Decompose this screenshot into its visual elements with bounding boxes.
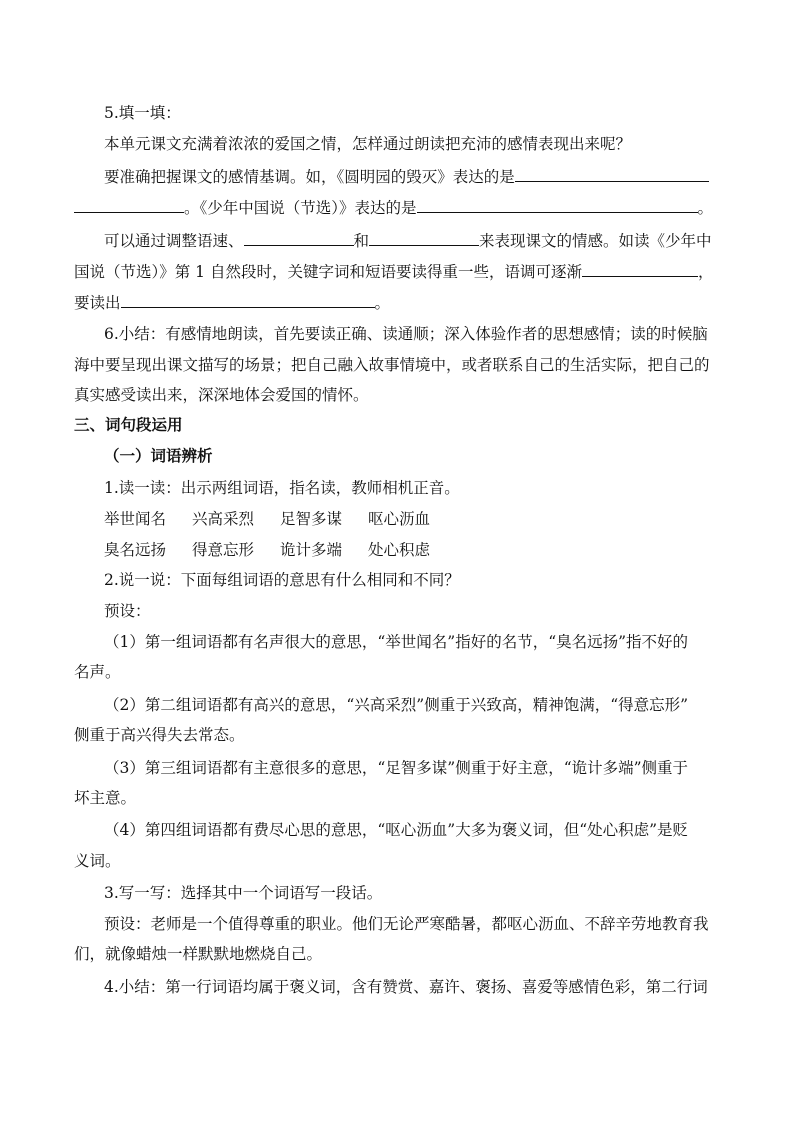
item2-title: 2.说一说：下面每组词语的意思有什么相同和不同？: [104, 571, 460, 589]
para2-text-d: 国说（节选）》第 1 自然段时，关键字词和短语要读得重一些，语调可逐渐: [74, 263, 582, 281]
answer1-line2: 名声。: [74, 663, 121, 681]
blank-yuanmingyuan-cont[interactable]: [74, 196, 184, 213]
para1-text-b: 。《少年中国说（节选）》表达的是: [184, 199, 417, 217]
answer1-line1: （1）第一组词语都有名声很大的意思，“举世闻名”指好的名节，“臭名远扬”指不好的: [104, 633, 689, 651]
para2-text-e: ，: [697, 263, 714, 281]
item2-preset: 预设：: [104, 602, 151, 620]
section5-para2-line2: [74, 260, 713, 282]
word: 足智多谋: [280, 510, 343, 528]
blank-shaonian[interactable]: [417, 196, 698, 213]
blank-intonation[interactable]: [369, 229, 479, 246]
section5-para2-line3: [74, 291, 390, 313]
para2-text-f: 要读出: [74, 294, 121, 312]
word: 处心积虑: [368, 541, 431, 559]
section5-para2-line1: [104, 229, 712, 251]
word: 臭名远扬: [104, 541, 167, 559]
blank-tone[interactable]: [582, 260, 698, 277]
answer3-line2: 坏主意。: [74, 789, 137, 807]
word: 举世闻名: [104, 510, 167, 528]
word: 兴高采烈: [192, 510, 255, 528]
subsection1-heading: （一）词语辨析: [104, 447, 213, 465]
section5-para1-line1: [104, 165, 709, 187]
section5-intro: 本单元课文充满着浓浓的爱国之情，怎样通过朗读把充沛的感情表现出来呢？: [104, 135, 632, 153]
para2-text-c: 来表现课文的情感。如读《少年中: [479, 232, 712, 250]
section6-line2: 海中要呈现出课文描写的场景；把自己融入故事情境中，或者联系自己的生活实际，把自己的: [74, 356, 710, 374]
para1-text-a: 要准确把握课文的感情基调。如，《圆明园的毁灭》表达的是: [104, 168, 515, 186]
answer3-line1: （3）第三组词语都有主意很多的意思，“足智多谋”侧重于好主意，“诡计多端”侧重于: [104, 759, 689, 777]
blank-speed[interactable]: [244, 229, 354, 246]
blank-yuanmingyuan[interactable]: [515, 165, 709, 182]
answer2-line1: （2）第二组词语都有高兴的意思，“兴高采烈”侧重于兴致高，精神饱满，“得意忘形”: [104, 696, 689, 714]
section5-para1-line2: [74, 196, 713, 218]
item3-line1: 预设：老师是一个值得尊重的职业。他们无论严寒酷暑，都呕心沥血、不辞辛劳地教育我: [104, 915, 709, 933]
para2-text-g: 。: [374, 294, 391, 312]
section6-line3: 真实感受读出来，深深地体会爱国的情怀。: [74, 386, 369, 404]
item3-line2: 们，就像蜡烛一样默默地燃烧自己。: [74, 945, 323, 963]
section6-line1: 6.小结：有感情地朗读，首先要读正确、读通顺；深入体验作者的思想感情；读的时候脑: [104, 325, 708, 343]
word: 得意忘形: [192, 541, 255, 559]
section5-title: 5.填一填：: [104, 104, 181, 122]
answer4-line1: （4）第四组词语都有费尽心思的意思，“呕心沥血”大多为褒义词，但“处心积虑”是贬: [104, 821, 689, 839]
word: 诡计多端: [280, 541, 343, 559]
para2-text-b: 和: [353, 232, 370, 250]
item4-line1: 4.小结：第一行词语均属于褒义词，含有赞赏、嘉许、褒扬、喜爱等感情色彩，第二行词: [104, 978, 708, 996]
para1-text-c: 。: [697, 199, 714, 217]
blank-read-out[interactable]: [121, 291, 375, 308]
answer4-line2: 义词。: [74, 852, 121, 870]
word: 呕心沥血: [368, 510, 431, 528]
answer2-line2: 侧重于高兴得失去常态。: [74, 726, 245, 744]
section3-heading: 三、词句段运用: [74, 416, 183, 434]
para2-text-a: 可以通过调整语速、: [104, 232, 244, 250]
item3-title: 3.写一写：选择其中一个词语写一段话。: [104, 884, 383, 902]
item1-title: 1.读一读：出示两组词语，指名读，教师相机正音。: [104, 479, 460, 497]
